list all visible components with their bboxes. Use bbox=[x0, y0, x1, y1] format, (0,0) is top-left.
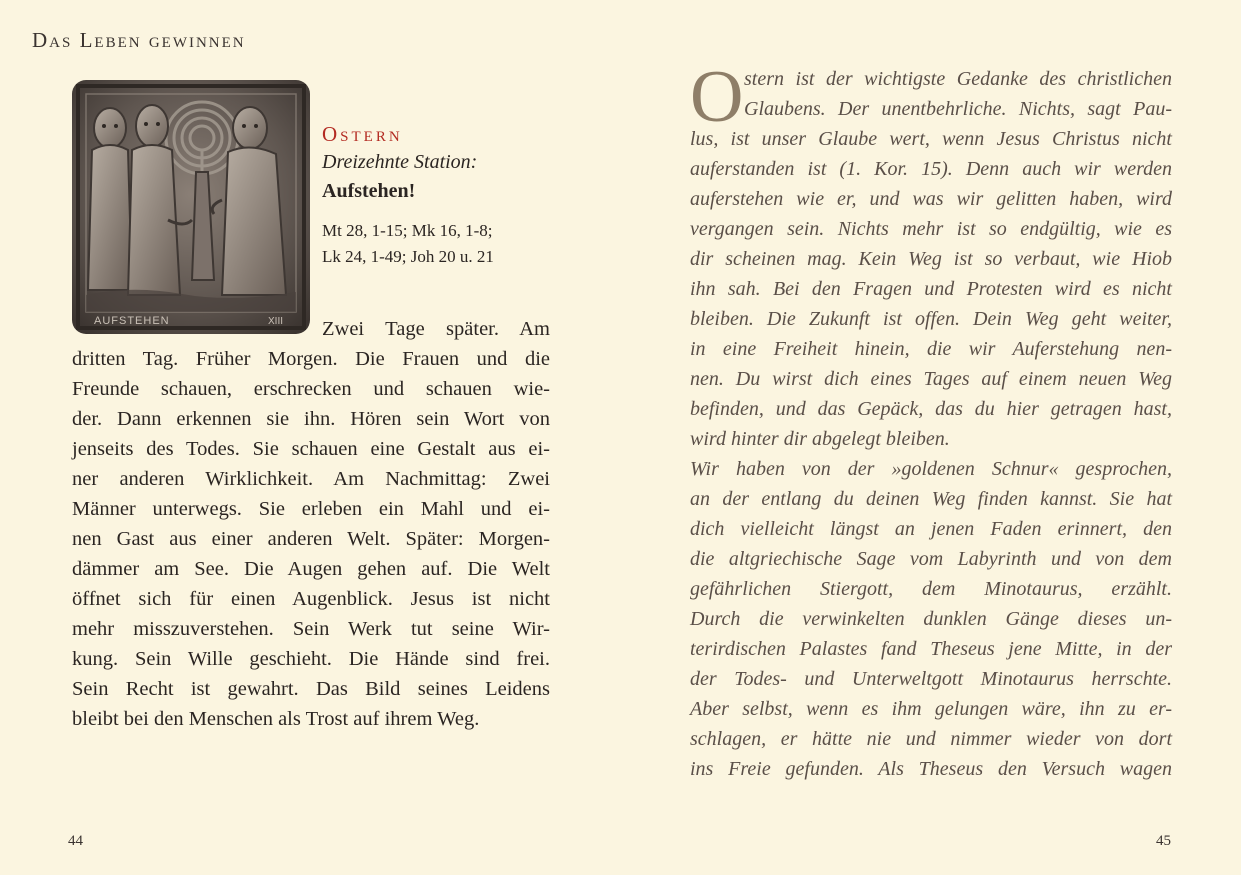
text-line: schlagen, er hätte nie und nimmer wieder von dort bbox=[690, 728, 1172, 750]
text-line: Wir haben von der »goldenen Schnur« gesprochen, bbox=[690, 458, 1172, 480]
station-heading: Aufstehen! bbox=[322, 180, 416, 202]
text-line: der Todes- und Unterweltgott Minotaurus herrschte. bbox=[690, 668, 1172, 690]
running-head: Das Leben gewinnen bbox=[32, 28, 246, 52]
station-subtitle: Dreizehnte Station: bbox=[322, 151, 478, 173]
page-number-right: 45 bbox=[1156, 833, 1171, 849]
text-line: bleiben. Die Zukunft ist offen. Dein Weg geht weiter, bbox=[690, 308, 1172, 330]
text-line: auferstanden ist (1. Kor. 15). Denn auch wir werden bbox=[690, 158, 1172, 180]
reference-line: Mt 28, 1-15; Mk 16, 1-8; bbox=[322, 221, 493, 240]
text-line: terirdischen Palastes fand Theseus jene Mitte, in der bbox=[690, 638, 1172, 660]
station-title: Ostern bbox=[322, 122, 403, 146]
text-line: befinden, und das Gepäck, das du hier getragen hast, bbox=[690, 398, 1172, 420]
text-line: mehr misszuverstehen. Sein Werk tut seine Wir- bbox=[72, 618, 550, 640]
text-line: auferstehen wie er, und was wir gelitten haben, wird bbox=[690, 188, 1172, 210]
text-line: Sein Recht ist gewahrt. Das Bild seines Leidens bbox=[72, 678, 550, 700]
relief-numeral: XIII bbox=[268, 316, 284, 327]
relief-image bbox=[72, 80, 310, 334]
text-line: öffnet sich für einen Augenblick. Jesus ist nicht bbox=[72, 588, 550, 610]
text-line: Männer unterwegs. Sie erleben ein Mahl und ei- bbox=[72, 498, 550, 520]
page-number-left: 44 bbox=[68, 833, 83, 849]
text-line: Freunde schauen, erschrecken und schauen wie- bbox=[72, 378, 550, 400]
text-line: bleibt bei den Menschen als Trost auf ihrem Weg. bbox=[72, 708, 480, 730]
bronze-relief-illustration bbox=[72, 80, 310, 334]
text-line: jenseits des Todes. Sie schauen eine Gestalt aus ei- bbox=[72, 438, 550, 460]
text-line: der. Dann erkennen sie ihn. Hören sein Wort von bbox=[72, 408, 550, 430]
text-line: in eine Freiheit hinein, die wir Auferstehung nen- bbox=[690, 338, 1172, 360]
reference-line: Lk 24, 1-49; Joh 20 u. 21 bbox=[322, 247, 494, 266]
text-line: dämmer am See. Die Augen gehen auf. Die Welt bbox=[72, 558, 550, 580]
text-line: an der entlang du deinen Weg finden kannst. Sie hat bbox=[690, 488, 1172, 510]
text-line: kung. Sein Wille geschieht. Die Hände sind frei. bbox=[72, 648, 550, 670]
text-line: Glaubens. Der unentbehrliche. Nichts, sagt Pau- bbox=[744, 98, 1172, 120]
text-line: dritten Tag. Früher Morgen. Die Frauen und die bbox=[72, 348, 550, 370]
text-line: dich vielleicht längst an jenen Faden erinnert, den bbox=[690, 518, 1172, 540]
text-line: ner anderen Wirklichkeit. Am Nachmittag: Zwei bbox=[72, 468, 550, 490]
text-line: ihn sah. Bei den Fragen und Protesten wird es nicht bbox=[690, 278, 1172, 300]
scripture-references bbox=[322, 218, 562, 270]
drop-cap: O bbox=[690, 56, 744, 138]
text-line: lus, ist unser Glaube wert, wenn Jesus Christus nicht bbox=[690, 128, 1172, 150]
left-body-text bbox=[72, 314, 550, 734]
text-line: nen Gast aus einer anderen Welt. Später: Morgen- bbox=[72, 528, 550, 550]
right-body-text bbox=[690, 56, 1172, 784]
text-line: die altgriechische Sage vom Labyrinth und von dem bbox=[690, 548, 1172, 570]
text-line: dir scheinen mag. Kein Weg ist so verbaut, wie Hiob bbox=[690, 248, 1172, 270]
station-block bbox=[322, 120, 562, 270]
text-line: wird hinter dir abgelegt bleiben. bbox=[690, 428, 950, 450]
figure-left bbox=[88, 108, 132, 290]
text-line: vergangen sein. Nichts mehr ist so endgültig, wie es bbox=[690, 218, 1172, 240]
text-line: stern ist der wichtigste Gedanke des christlichen bbox=[744, 68, 1172, 90]
text-line: Durch die verwinkelten dunklen Gänge dieses un- bbox=[690, 608, 1172, 630]
text-line: Zwei Tage später. Am bbox=[322, 318, 550, 340]
text-line: gefährlichen Stiergott, dem Minotaurus, erzählt. bbox=[690, 578, 1172, 600]
text-line: nen. Du wirst dich eines Tages auf einem neuen Weg bbox=[690, 368, 1172, 390]
relief-inscription: AUFSTEHEN bbox=[94, 315, 170, 327]
text-line: Aber selbst, wenn es ihm gelungen wäre, ihn zu er- bbox=[690, 698, 1172, 720]
text-line: ins Freie gefunden. Als Theseus den Versuch wagen bbox=[690, 758, 1172, 780]
